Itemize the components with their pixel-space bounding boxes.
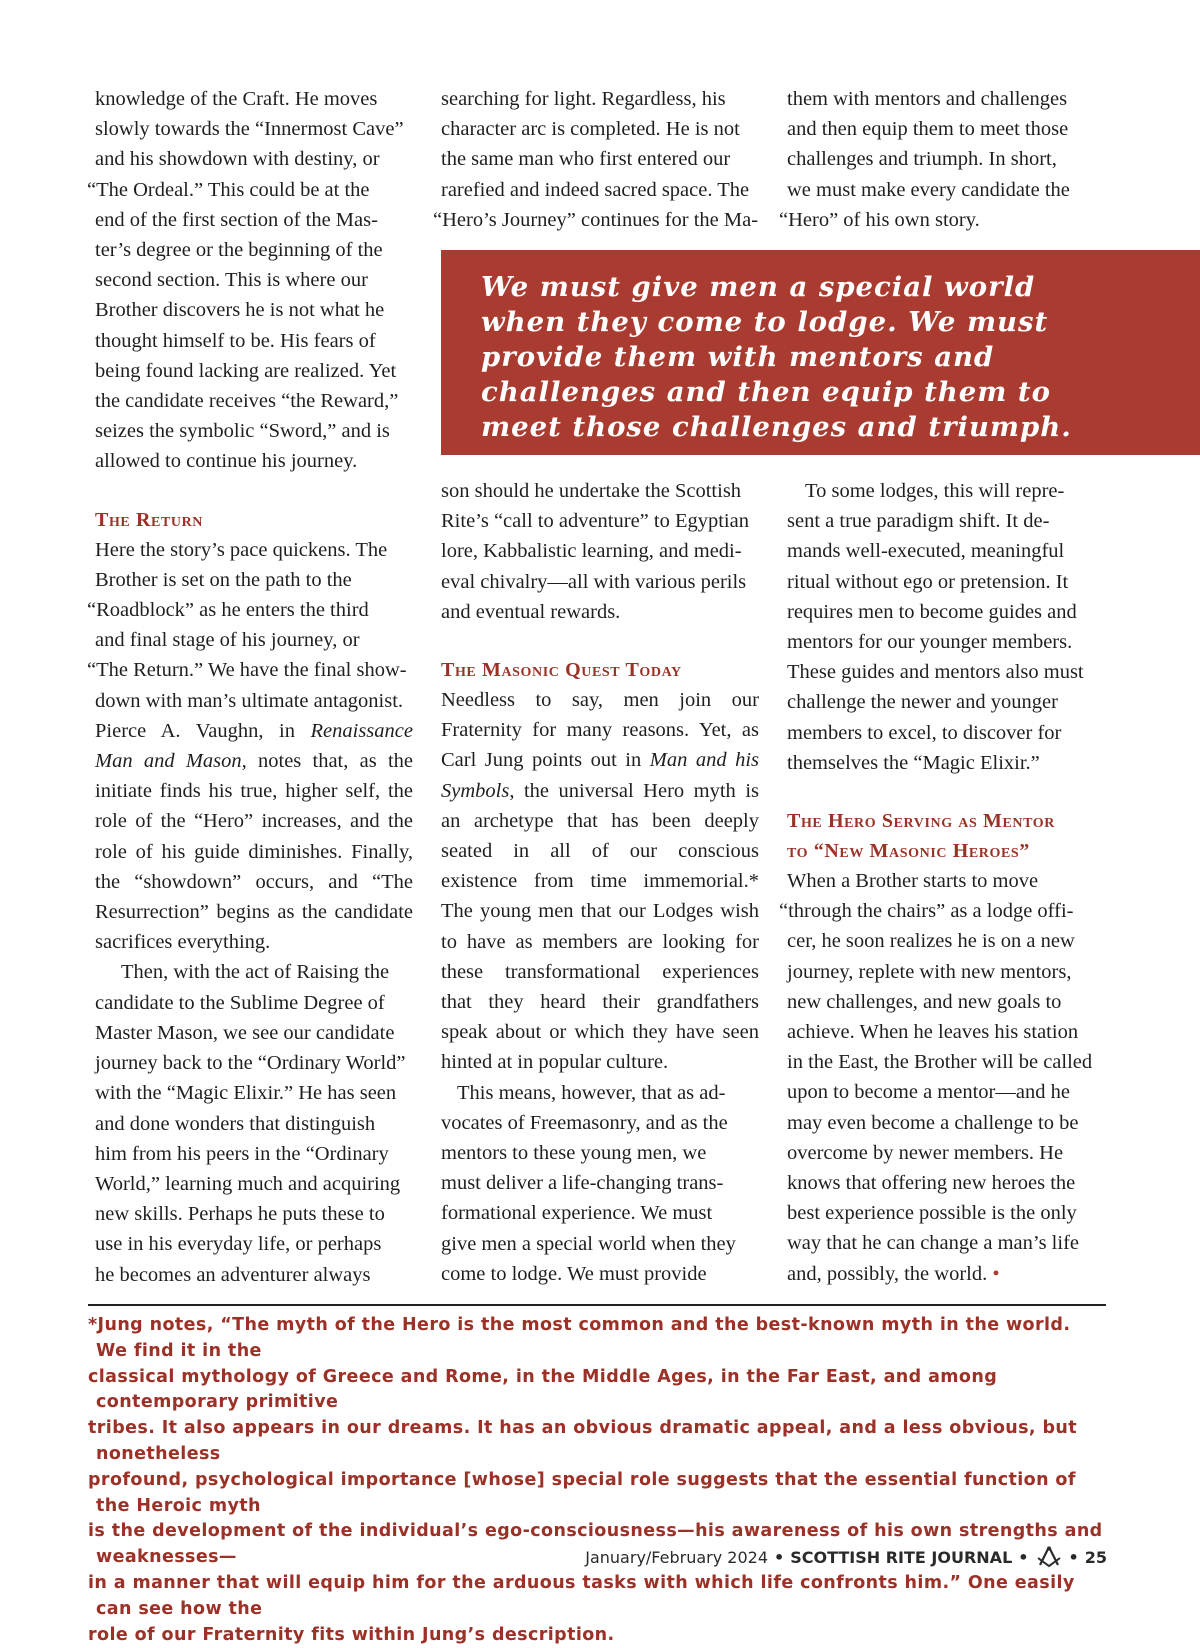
text-line: the candidate receives “the Reward,” — [95, 390, 399, 413]
text-line: To some lodges, this will repre- — [805, 480, 1065, 502]
text-line: journey, replete with new mentors, — [787, 960, 1072, 983]
pull-quote-line: challenges and then equip them to — [481, 376, 1051, 408]
text-line: themselves the “Magic Elixir.” — [787, 751, 1040, 774]
text-line: and done wonders that distinguish — [95, 1112, 376, 1135]
column-1-paragraph-a — [87, 84, 413, 477]
text-line: When a Brother starts to move — [787, 870, 1039, 893]
separator: • — [1068, 1547, 1079, 1567]
text-line: “The Ordeal.” This could be at the — [87, 178, 370, 201]
page-folio — [585, 1544, 1107, 1570]
book-title: Renaissance Man and Mason, — [95, 719, 413, 773]
text-line: new skills. Perhaps he puts these to — [95, 1203, 385, 1226]
column-1-paragraph-b — [87, 535, 413, 716]
text-line: and then equip them to meet those — [787, 118, 1069, 141]
footnote-line: tribes. It also appears in our dreams. It has an obvious dramatic appeal, and a less obvious, but nonetheless — [88, 1418, 1078, 1464]
text-line: “Hero” of his own story. — [779, 208, 980, 231]
column-3-paragraph-b — [787, 476, 1105, 778]
text-line: “through the chairs” as a lodge offi- — [779, 900, 1074, 923]
text-line: journey back to the “Ordinary World” — [95, 1052, 406, 1075]
text-span: notes that, as the initiate finds his true, higher self, the role of the “Hero” increases, and the role of his guide diminishes. Finally, the “showdown” occurs, and “The Resurrection” begins as the candidate sacrifices everything. — [95, 750, 413, 954]
section-heading-hero-mentor-line2: to “New Masonic Heroes” — [787, 840, 1030, 863]
text-line: challenges and triumph. In short, — [787, 148, 1057, 171]
issue-date: January/February 2024 — [585, 1547, 768, 1567]
text-line: requires men to become guides and — [787, 600, 1077, 623]
jung-paragraph — [441, 685, 759, 1078]
text-line: vocates of Freemasonry, and as the — [441, 1111, 728, 1134]
text-line: searching for light. Regardless, his — [441, 88, 726, 110]
text-line: in the East, the Brother will be called — [787, 1051, 1093, 1074]
footnote-line: role of our Fraternity fits within Jung’s description. — [88, 1624, 615, 1645]
section-heading-the-return: The Return — [95, 508, 204, 531]
pull-quote-line: We must give men a special world — [481, 271, 1036, 303]
text-line: down with man’s ultimate antagonist. — [95, 689, 404, 712]
text-line: slowly towards the “Innermost Cave” — [95, 118, 404, 141]
text-line: them with mentors and challenges — [787, 88, 1068, 110]
pull-quote-line: when they come to lodge. We must — [481, 306, 1049, 338]
text-line: thought himself to be. His fears of — [95, 329, 376, 352]
footnote-line: classical mythology of Greece and Rome, in the Middle Ages, in the Far East, and among contemporary primitive — [88, 1366, 998, 1413]
text-line: This means, however, that as ad- — [457, 1081, 726, 1104]
end-mark: • — [992, 1262, 1000, 1285]
text-line: formational experience. We must — [441, 1202, 713, 1225]
text-line: mentors to these young men, we — [441, 1142, 707, 1165]
footnote-rule — [88, 1304, 1106, 1306]
text-line — [787, 1259, 1105, 1289]
text-line: new challenges, and new goals to — [787, 990, 1062, 1013]
text-line: cer, he soon realizes he is on a new — [787, 930, 1075, 953]
vaughn-paragraph — [95, 716, 413, 958]
text-span: Pierce A. Vaughn, in — [95, 719, 311, 742]
text-line: rarefied and indeed sacred space. The — [441, 178, 750, 201]
book-title: Man and his Symbols — [441, 749, 759, 802]
text-line: must deliver a life-changing trans- — [441, 1172, 724, 1195]
column-1-paragraph-c — [95, 957, 413, 1289]
text-span: , the universal Hero myth is an archetype that has been deeply seated in all of our conscious existence from time immemorial.* The young men that our Lodges wish to have as members are looking for these transformational experiences that they heard their grandfathers speak about or which they have seen hinted at in popular culture. — [441, 779, 759, 1074]
text-line: and final stage of his journey, or — [95, 629, 360, 652]
text-line: second section. This is where our — [95, 269, 368, 292]
text-span: and, possibly, the world. — [787, 1262, 988, 1285]
text-line: character arc is completed. He is not — [441, 118, 740, 141]
text-line: mands well-executed, meaningful — [787, 540, 1065, 563]
column-3-bottom — [779, 476, 1105, 1289]
text-line: he becomes an adventurer always — [95, 1263, 371, 1286]
text-line: World,” learning much and acquiring — [95, 1172, 401, 1195]
text-line: candidate to the Sublime Degree of — [95, 991, 385, 1014]
text-line: end of the first section of the Mas- — [95, 208, 378, 231]
text-span: Needless to say, men join our Fraternity for many reasons. Yet, as Carl Jung points out in — [441, 689, 759, 772]
column-3-top — [779, 84, 1105, 235]
pull-quote-line: meet those challenges and triumph. — [481, 411, 1072, 443]
publication-name: SCOTTISH RITE JOURNAL — [790, 1547, 1013, 1567]
text-line: sent a true paradigm shift. It de- — [787, 510, 1050, 533]
text-line: These guides and mentors also must — [787, 661, 1084, 684]
text-line: him from his peers in the “Ordinary — [95, 1142, 389, 1165]
text-line: members to excel, to discover for — [787, 721, 1062, 744]
section-heading-masonic-quest: The Masonic Quest Today — [441, 659, 682, 682]
footnote-line: profound, psychological importance [whose] special role suggests that the essential function of the Heroic myth — [88, 1469, 1076, 1516]
text-line: way that he can change a man’s life — [787, 1232, 1079, 1255]
pull-quote — [441, 250, 1200, 455]
text-line: overcome by newer members. He — [787, 1141, 1064, 1164]
text-line: challenge the newer and younger — [787, 691, 1058, 714]
text-line: best experience possible is the only — [787, 1202, 1077, 1225]
square-and-compass-icon — [1035, 1546, 1063, 1568]
page-number: 25 — [1084, 1547, 1107, 1567]
text-line: Then, with the act of Raising the — [121, 961, 390, 984]
text-line: son should he undertake the Scottish — [441, 480, 742, 502]
footnote-line: *Jung notes, “The myth of the Hero is the most common and the best-known myth in the world. We find it in the — [88, 1315, 1071, 1361]
text-line: come to lodge. We must provide — [441, 1262, 707, 1285]
text-line: Rite’s “call to adventure” to Egyptian — [441, 510, 749, 533]
text-line: and eventual rewards. — [441, 600, 621, 623]
text-line: lore, Kabbalistic learning, and medi- — [441, 540, 742, 563]
column-2-top — [433, 84, 759, 235]
column-2-paragraph-c — [441, 1078, 759, 1289]
separator: • — [774, 1547, 785, 1567]
text-line: “Roadblock” as he enters the third — [87, 599, 369, 622]
section-heading-hero-mentor: The Hero Serving as Mentor — [787, 810, 1056, 833]
text-line: seizes the symbolic “Sword,” and is — [95, 420, 390, 443]
footnote — [88, 1313, 1108, 1648]
text-line: with the “Magic Elixir.” He has seen — [95, 1082, 397, 1105]
column-1 — [87, 84, 413, 1290]
text-line: ritual without ego or pretension. It — [787, 570, 1069, 593]
column-2-bottom — [441, 476, 759, 1289]
text-line: knows that offering new heroes the — [787, 1172, 1076, 1195]
text-line: may even become a challenge to be — [787, 1111, 1079, 1134]
text-line: achieve. When he leaves his station — [787, 1021, 1079, 1044]
text-line: ter’s degree or the beginning of the — [95, 239, 383, 262]
text-line: Brother is set on the path to the — [95, 568, 352, 591]
text-line: “Hero’s Journey” continues for the Ma- — [433, 208, 759, 231]
text-line: Here the story’s pace quickens. The — [95, 538, 388, 561]
text-line: “The Return.” We have the final show- — [87, 659, 407, 682]
text-line: upon to become a mentor—and he — [787, 1081, 1070, 1104]
text-line: knowledge of the Craft. He moves — [95, 88, 378, 110]
column-2-paragraph-b — [441, 476, 759, 627]
footnote-line: in a manner that will equip him for the arduous tasks with which life confronts him.” One easily can see how the — [88, 1572, 1075, 1619]
separator: • — [1018, 1547, 1029, 1567]
text-line: Master Mason, we see our candidate — [95, 1021, 395, 1044]
column-3-paragraph-c — [779, 866, 1105, 1289]
text-line: and his showdown with destiny, or — [95, 148, 380, 171]
text-line: Brother discovers he is not what he — [95, 299, 385, 322]
text-line: give men a special world when they — [441, 1232, 736, 1255]
text-line: we must make every candidate the — [787, 178, 1070, 201]
text-line: being found lacking are realized. Yet — [95, 359, 397, 382]
text-line: allowed to continue his journey. — [95, 450, 358, 473]
text-line: the same man who first entered our — [441, 148, 731, 171]
text-line: eval chivalry—all with various perils — [441, 570, 747, 593]
pull-quote-line: provide them with mentors and — [481, 341, 995, 373]
footnote-line: is the development of the individual’s ego-consciousness—his awareness of his own strengths and weaknesses— — [88, 1521, 1103, 1568]
text-line: use in his everyday life, or perhaps — [95, 1233, 382, 1256]
text-line: mentors for our younger members. — [787, 631, 1073, 654]
